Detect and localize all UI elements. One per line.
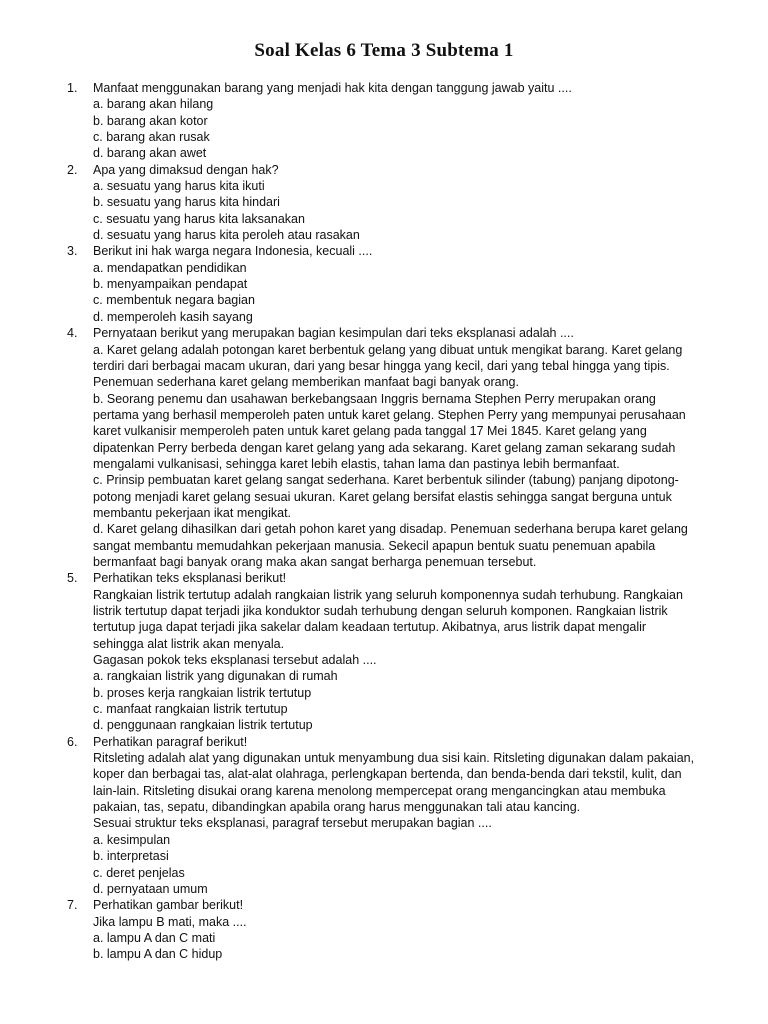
question-line: d. penggunaan rangkaian listrik tertutup <box>93 718 313 733</box>
question-line: sangat membantu memudahkan pekerjaan manusia. Sekecil apapun bentuk suatu penemuan apabila <box>93 538 656 553</box>
question-line: b. proses kerja rangkaian listrik tertutup <box>93 685 312 700</box>
question-line: c. deret penjelas <box>93 865 185 880</box>
question-line: mengalami vulkanisasi, sehingga karet lebih elastis, tahan lama dan pastinya lebih bermanfaat. <box>93 456 620 471</box>
question-text: Perhatikan gambar berikut! <box>93 898 244 913</box>
question-line: c. manfaat rangkaian listrik tertutup <box>93 702 288 717</box>
question-line: Penemuan sederhana karet gelang memberikan manfaat bagi banyak orang. <box>93 375 519 390</box>
question-item <box>0 897 768 962</box>
question-number: 3. <box>67 244 78 259</box>
question-line: sehingga alat listrik akan menyala. <box>93 636 285 651</box>
question-text: Pernyataan berikut yang merupakan bagian kesimpulan dari teks eksplanasi adalah .... <box>93 326 574 341</box>
question-line: c. Prinsip pembuatan karet gelang sangat sederhana. Karet berbentuk silinder (tabung) panjang dipotong- <box>93 473 679 488</box>
question-body <box>93 162 715 244</box>
question-item <box>0 243 768 325</box>
question-number: 2. <box>67 162 78 177</box>
question-item <box>0 734 768 897</box>
question-line: Gagasan pokok teks eksplanasi tersebut adalah .... <box>93 653 377 668</box>
question-line: d. sesuatu yang harus kita peroleh atau rasakan <box>93 228 360 243</box>
question-line: Sesuai struktur teks eksplanasi, paragraf tersebut merupakan bagian .... <box>93 816 492 831</box>
question-number: 5. <box>67 571 78 586</box>
question-text: Perhatikan teks eksplanasi berikut! <box>93 571 287 586</box>
question-line: a. Karet gelang adalah potongan karet berbentuk gelang yang dibuat untuk mengikat barang. Karet gelang <box>93 342 683 357</box>
question-line: membantu pekerjaan ikat mengikat. <box>93 505 292 520</box>
question-body <box>93 734 715 897</box>
question-line: a. sesuatu yang harus kita ikuti <box>93 179 265 194</box>
question-body <box>93 243 715 325</box>
question-line: karet vulkanisir memperoleh paten untuk karet gelang pada tanggal 17 Mei 1845. Karet gelang yang <box>93 424 647 439</box>
question-text: Manfaat menggunakan barang yang menjadi hak kita dengan tanggung jawab yaitu .... <box>93 81 572 95</box>
question-line: b. Seorang penemu dan usahawan berkebangsaan Inggris bernama Stephen Perry merupakan orang <box>93 391 656 406</box>
question-item <box>0 80 768 162</box>
question-item <box>0 325 768 570</box>
question-list <box>0 80 768 963</box>
question-line: c. sesuatu yang harus kita laksanakan <box>93 211 305 226</box>
question-line: b. barang akan kotor <box>93 113 208 128</box>
question-number: 4. <box>67 326 78 341</box>
question-line: d. pernyataan umum <box>93 881 208 896</box>
question-line: d. barang akan awet <box>93 146 207 161</box>
question-line: Ritsleting adalah alat yang digunakan untuk menyambung dua sisi kain. Ritsleting digunakan dalam pakaian, <box>93 751 695 766</box>
question-number: 6. <box>67 734 78 749</box>
question-line: c. membentuk negara bagian <box>93 293 255 308</box>
question-body <box>93 897 715 962</box>
question-line: lain-lain. Ritsleting disukai orang karena menolong mempercepat orang mengancingkan atau membuka <box>93 783 666 798</box>
question-line: a. mendapatkan pendidikan <box>93 260 247 275</box>
question-item <box>0 162 768 244</box>
question-line: a. kesimpulan <box>93 832 171 847</box>
question-line: b. interpretasi <box>93 849 169 864</box>
question-line: c. barang akan rusak <box>93 130 210 145</box>
question-number: 1. <box>67 81 78 95</box>
question-line: a. rangkaian listrik yang digunakan di rumah <box>93 669 338 684</box>
question-line: tertutup juga dapat terjadi jika sakelar dalam keadaan tertutup. Akibatnya, arus listrik dapat mengalir <box>93 620 647 635</box>
question-line: bermanfaat bagi banyak orang maka akan sangat berharga penemuan tersebut. <box>93 554 537 569</box>
question-line: pakaian, tas, sepatu, dibandingkan apabila orang harus menggunakan tali atau kancing. <box>93 800 581 815</box>
question-line: dipatenkan Perry berbeda dengan karet gelang yang ada sekarang. Karet gelang zaman sekarang sudah <box>93 440 676 455</box>
question-text: Apa yang dimaksud dengan hak? <box>93 162 279 177</box>
question-line: Jika lampu B mati, maka .... <box>93 914 247 929</box>
question-line: b. menyampaikan pendapat <box>93 277 248 292</box>
question-line: terdiri dari berbagai macam ukuran, dari yang besar hingga yang kecil, dari yang tebal hingga yang tipis. <box>93 358 670 373</box>
question-number: 7. <box>67 898 78 913</box>
page-title: Soal Kelas 6 Tema 3 Subtema 1 <box>254 40 514 61</box>
question-body <box>93 80 715 162</box>
question-line: potong menjadi karet gelang sesuai ukuran. Karet gelang bersifat elastis sehingga sangat berguna untuk <box>93 489 672 504</box>
question-line: pertama yang berhasil memperoleh paten untuk karet gelang. Stephen Perry yang mempunyai perusahaan <box>93 407 686 422</box>
question-text: Berikut ini hak warga negara Indonesia, kecuali .... <box>93 244 373 259</box>
question-line: b. sesuatu yang harus kita hindari <box>93 195 280 210</box>
question-item <box>0 570 768 733</box>
question-line: b. lampu A dan C hidup <box>93 947 223 962</box>
question-line: koper dan berbagai tas, alat-alat olahraga, perlengkapan bertenda, dan benda-benda dari tekstil, kulit, dan <box>93 767 682 782</box>
question-line: a. barang akan hilang <box>93 97 214 112</box>
question-body <box>93 325 715 570</box>
question-line: d. memperoleh kasih sayang <box>93 309 253 324</box>
question-line: a. lampu A dan C mati <box>93 930 216 945</box>
question-text: Perhatikan paragraf berikut! <box>93 734 248 749</box>
question-line: listrik tertutup dapat terjadi jika konduktor sudah terhubung dengan seluruh komponen. Rangkaian listrik <box>93 604 668 618</box>
question-body <box>93 570 715 733</box>
question-line: Rangkaian listrik tertutup adalah rangkaian listrik yang seluruh komponennya sudah terhubung. Rangkaian <box>93 587 683 602</box>
question-line: d. Karet gelang dihasilkan dari getah pohon karet yang disadap. Penemuan sederhana berupa karet gelang <box>93 522 688 537</box>
